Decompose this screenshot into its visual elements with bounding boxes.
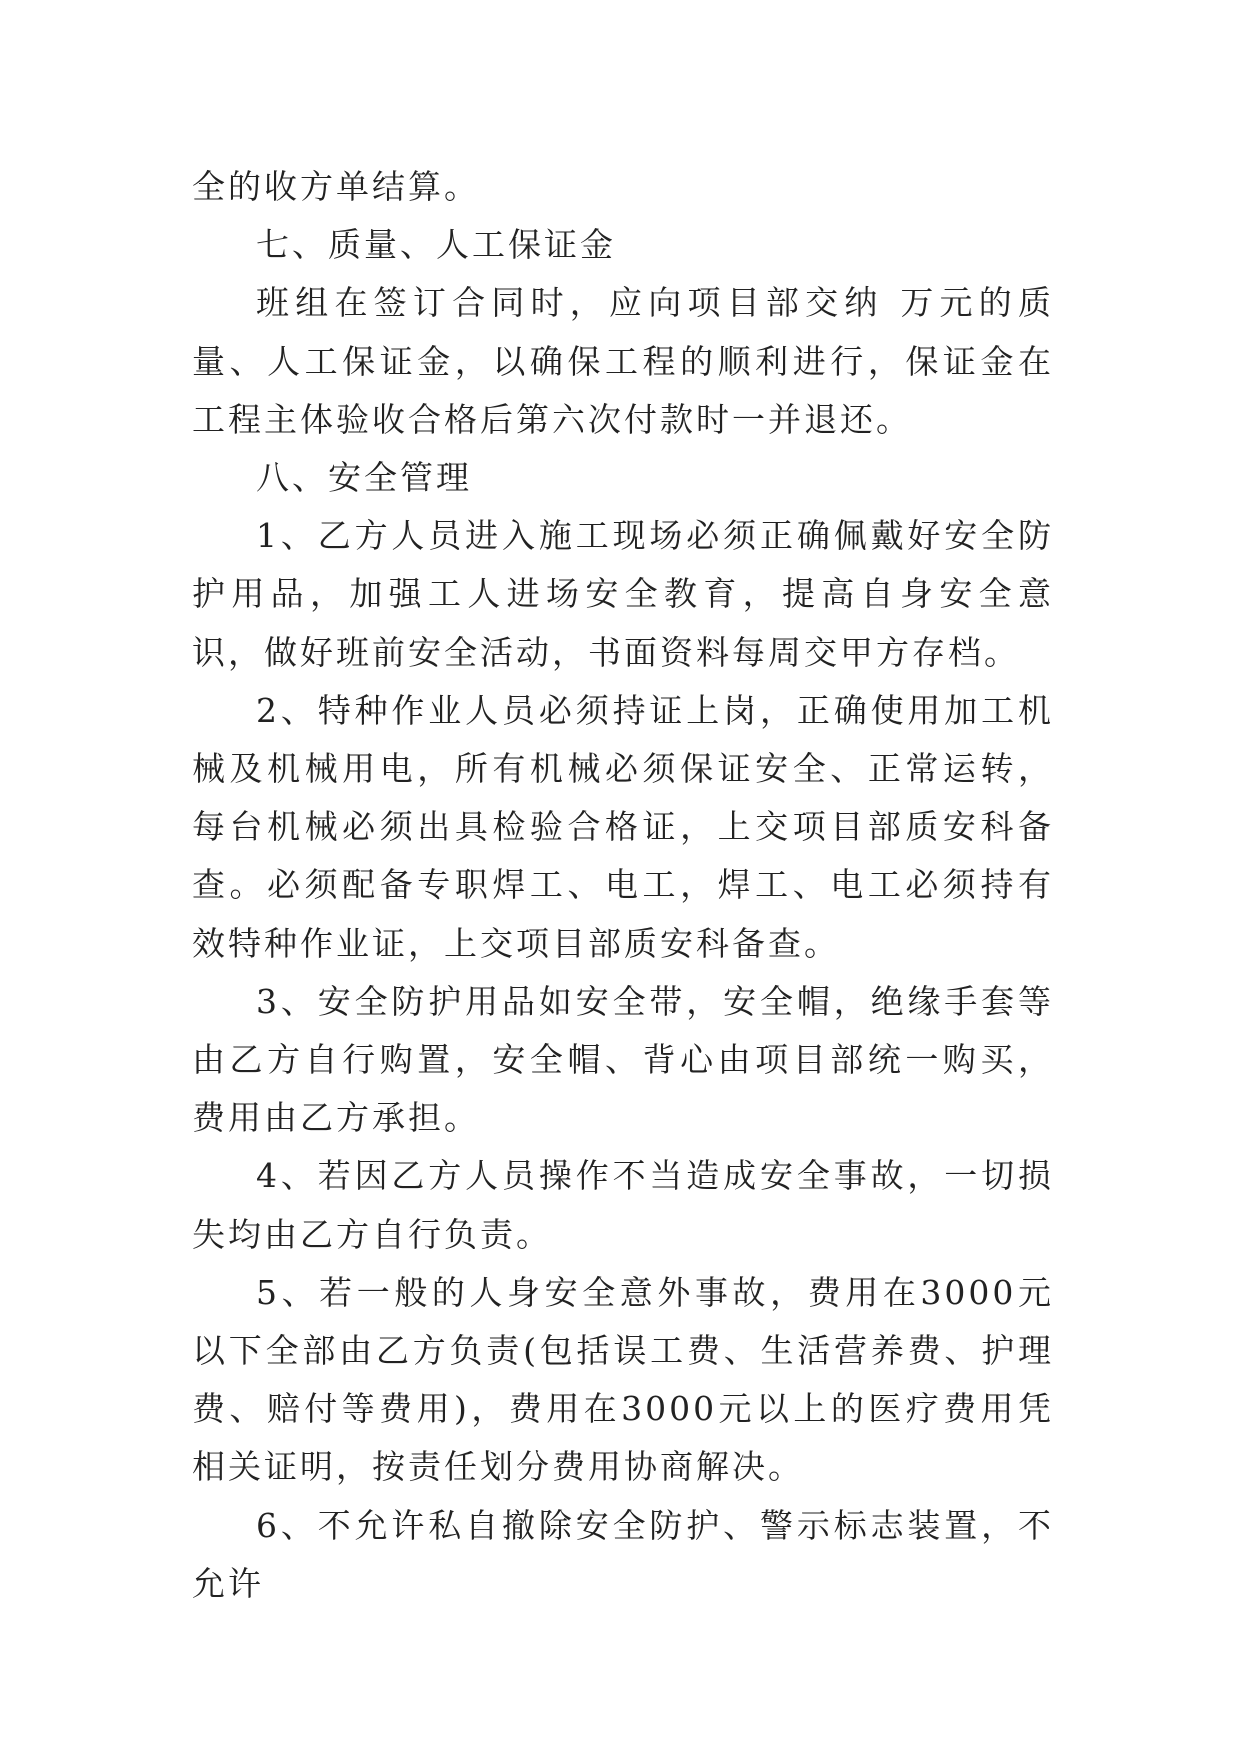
- paragraph-safety-4: 4、若因乙方人员操作不当造成安全事故，一切损失均由乙方自行负责。: [192, 1156, 1054, 1254]
- paragraph-safety-1: 1、乙方人员进入施工现场必须正确佩戴好安全防护用品，加强工人进场安全教育，提高自身安全意识，做好班前安全活动，书面资料每周交甲方存档。: [192, 516, 1054, 672]
- document-body: [192, 158, 1054, 1613]
- paragraph-safety-5: 5、若一般的人身安全意外事故，费用在3000元以下全部由乙方负责(包括误工费、生活营养费、护理费、赔付等费用)，费用在3000元以上的医疗费用凭相关证明，按责任划分费用协商解决。: [192, 1272, 1054, 1487]
- paragraph-safety-3: 3、安全防护用品如安全带，安全帽，绝缘手套等由乙方自行购置，安全帽、背心由项目部统一购买，费用由乙方承担。: [192, 981, 1054, 1138]
- section-heading-7: 七、质量、人工保证金: [256, 225, 616, 265]
- paragraph-quality-deposit: 班组在签订合同时，应向项目部交纳 万元的质量、人工保证金，以确保工程的顺利进行，保证金在工程主体验收合格后第六次付款时一并退还。: [192, 283, 1054, 439]
- paragraph-safety-6: 6、不允许私自撤除安全防护、警示标志装置，不允许: [192, 1505, 1054, 1603]
- paragraph-safety-2: 2、特种作业人员必须持证上岗，正确使用加工机械及机械用电，所有机械必须保证安全、正常运转，每台机械必须出具检验合格证，上交项目部质安科备查。必须配备专职焊工、电工，焊工、电工必须持有效特种作业证，上交项目部质安科备查。: [192, 690, 1054, 963]
- section-heading-8: 八、安全管理: [256, 458, 472, 498]
- paragraph-settlement-end: 全的收方单结算。: [192, 167, 480, 206]
